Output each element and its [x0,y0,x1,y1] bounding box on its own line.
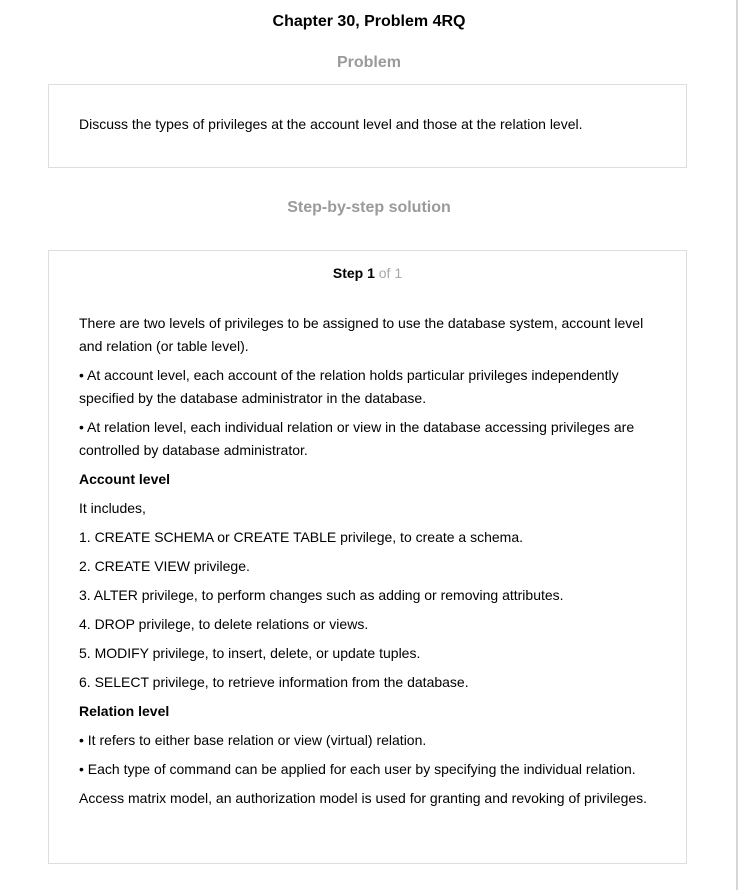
bullet-relation-type: • It refers to either base relation or view (virtual) relation. [79,732,427,748]
conclusion-paragraph: Access matrix model, an authorization model is used for granting and revoking of privileges. [79,790,648,806]
list-item: 6. SELECT privilege, to retrieve information from the database. [79,674,469,690]
page-title: Chapter 30, Problem 4RQ [272,13,466,30]
list-item: 4. DROP privilege, to delete relations or views. [79,616,369,632]
problem-text: Discuss the types of privileges at the account level and those at the relation level. [79,116,583,132]
list-item: 3. ALTER privilege, to perform changes such as adding or removing attributes. [79,587,564,603]
bullet-account-level: • At account level, each account of the relation holds particular privileges independently specified by the database administrator in the database. [79,367,619,406]
solution-body [79,312,659,816]
bullet-relation-level: • At relation level, each individual relation or view in the database accessing privileges are controlled by database administrator. [79,419,635,458]
bullet-command-type: • Each type of command can be applied for each user by specifying the individual relation. [79,761,636,777]
step-total: of 1 [374,265,403,281]
list-item: 5. MODIFY privilege, to insert, delete, or update tuples. [79,645,421,661]
problem-heading: Problem [336,54,401,71]
account-level-heading: Account level [79,471,171,487]
solution-heading: Step-by-step solution [287,199,451,216]
list-item: 1. CREATE SCHEMA or CREATE TABLE privilege, to create a schema. [79,529,524,545]
step-number: Step 1 [332,265,375,281]
intro-paragraph: There are two levels of privileges to be assigned to use the database system, account level and relation (or table level). [79,315,644,354]
solution-box [48,250,687,864]
list-item: 2. CREATE VIEW privilege. [79,558,250,574]
problem-box [48,84,687,168]
relation-level-heading: Relation level [79,703,170,719]
includes-line: It includes, [79,500,146,516]
step-indicator [49,264,686,282]
